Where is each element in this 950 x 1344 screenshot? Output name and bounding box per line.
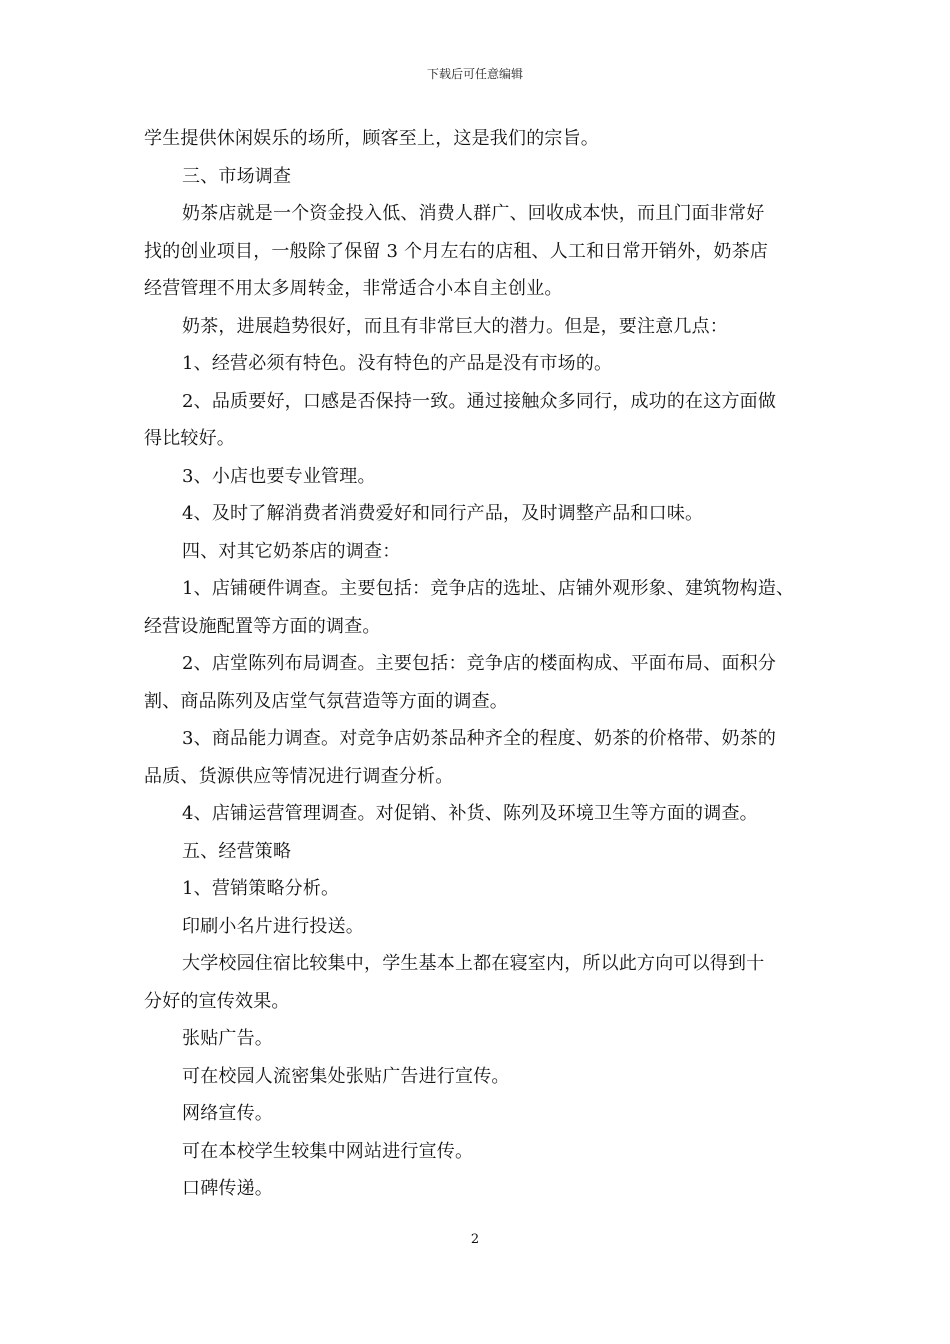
text-line: 四、对其它奶茶店的调查： (182, 540, 401, 562)
text-line: 五、经营策略 (182, 840, 292, 862)
text-line: 3、小店也要专业管理。 (182, 465, 376, 487)
text-line: 4、及时了解消费者消费爱好和同行产品，及时调整产品和口味。 (182, 503, 704, 524)
text-line: 1、经营必须有特色。没有特色的产品是没有市场的。 (182, 353, 613, 374)
text-line: 品质、货源供应等情况进行调查分析。 (144, 765, 454, 787)
page-number: 2 (470, 1232, 480, 1247)
document-body (144, 120, 834, 1208)
text-line: 3、商品能力调查。对竞争店奶茶品种齐全的程度、奶茶的价格带、奶茶的 (182, 728, 777, 749)
text-line: 可在本校学生较集中网站进行宣传。 (182, 1140, 474, 1162)
text-line: 奶茶店就是一个资金投入低、消费人群广、回收成本快，而且门面非常好 (182, 203, 765, 224)
text-line: 割、商品陈列及店堂气氛营造等方面的调查。 (144, 690, 508, 712)
text-line: 1、店铺硬件调查。主要包括：竞争店的选址、店铺外观形象、建筑物构造、 (182, 578, 795, 599)
text-line: 得比较好。 (144, 428, 235, 449)
text-line: 2、品质要好，口感是否保持一致。通过接触众多同行，成功的在这方面做 (182, 390, 777, 412)
text-line: 分好的宣传效果。 (144, 990, 290, 1012)
text-line: 张贴广告。 (182, 1028, 273, 1049)
text-line: 学生提供休闲娱乐的场所，顾客至上，这是我们的宗旨。 (144, 128, 599, 149)
text-line: 口碑传递。 (182, 1178, 273, 1199)
text-line: 三、市场调查 (182, 165, 292, 187)
text-line: 大学校园住宿比较集中，学生基本上都在寝室内，所以此方向可以得到十 (182, 953, 765, 974)
text-line: 可在校园人流密集处张贴广告进行宣传。 (182, 1065, 510, 1087)
text-line: 1、营销策略分析。 (182, 878, 340, 899)
text-line: 奶茶，进展趋势很好，而且有非常巨大的潜力。但是，要注意几点： (182, 315, 728, 337)
text-line: 印刷小名片进行投送。 (182, 915, 364, 937)
page-header-note: 下载后可任意编辑 (426, 67, 523, 81)
text-line: 找的创业项目，一般除了保留 3 个月左右的店租、人工和日常开销外，奶茶店 (144, 240, 769, 262)
text-line: 4、店铺运营管理调查。对促销、补货、陈列及环境卫生等方面的调查。 (182, 803, 758, 824)
text-line: 2、店堂陈列布局调查。主要包括：竞争店的楼面构成、平面布局、面积分 (182, 653, 777, 674)
text-line: 网络宣传。 (182, 1103, 273, 1124)
text-line: 经营设施配置等方面的调查。 (144, 615, 381, 637)
text-line: 经营管理不用太多周转金，非常适合小本自主创业。 (144, 278, 563, 299)
